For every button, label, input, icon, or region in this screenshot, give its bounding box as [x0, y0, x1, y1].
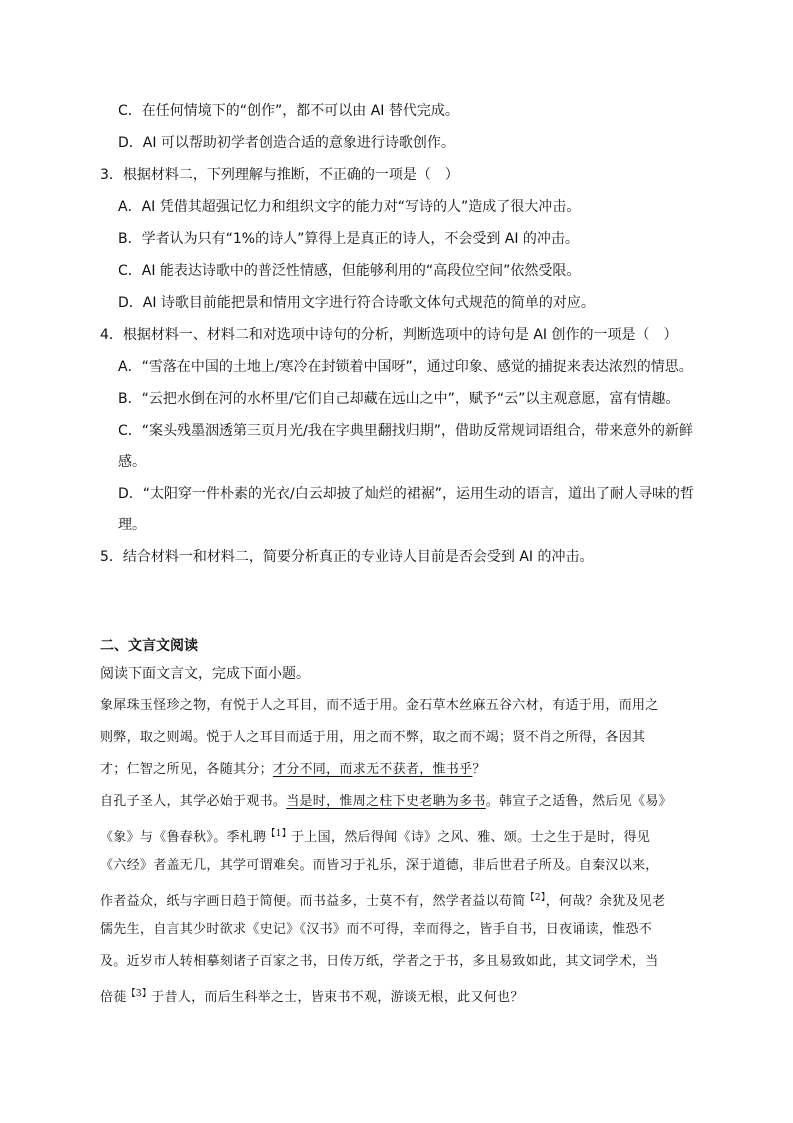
footnote-marker: 【1】 — [266, 829, 292, 839]
q3-option-d: D．AI 诗歌目前能把景和情用文字进行符合诗歌文体句式规范的简单的对应。 — [118, 295, 595, 311]
q4-option-c-line2: 感。 — [118, 454, 146, 470]
q3-option-b: B．学者认为只有“1%的诗人”算得上是真正的诗人，不会受到 AI 的冲击。 — [118, 231, 579, 247]
q4-option-c-line1: C．“案头残墨洇透第三页月光/我在字典里翻找归期”，借助反常规词语组合，带来意外的新鲜 — [118, 423, 693, 439]
passage-text: ？ — [472, 762, 486, 777]
q4-stem: 4．根据材料一、材料二和对选项中诗句的分析，判断选项中的诗句是 AI 创作的一项是（ ） — [100, 327, 678, 343]
q3-option-c: C．AI 能表达诗歌中的普泛性情感，但能够利用的“高段位空间”依然受限。 — [118, 263, 581, 279]
section-instruction: 阅读下面文言文，完成下面小题。 — [100, 666, 310, 682]
passage-p1-line3 — [100, 760, 486, 780]
passage-p2-line6: 及。近岁市人转相摹刻诸子百家之书，日传万纸，学者之于书，多且易致如此，其文词学术，当 — [100, 954, 659, 969]
underlined-sentence: 当是时，惟周之柱下史老聃为多书 — [286, 794, 486, 809]
q2-option-d: D．AI 可以帮助初学者创造合适的意象进行诗歌创作。 — [118, 135, 455, 151]
passage-text: ，何哉？余犹及见老 — [545, 894, 666, 909]
passage-p2-line7 — [100, 984, 524, 1008]
q4-option-b: B．“云把水倒在河的水杯里/它们自己却藏在远山之中”，赋予“云”以主观意愿，富有情趣。 — [118, 391, 680, 407]
section-heading: 二、文言文阅读 — [100, 638, 198, 654]
passage-text: 作者益众，纸与字画日趋于简便。而书益多，士莫不有，然学者益以苟简 — [100, 894, 526, 909]
passage-p2-line3: 《六经》者盖无几，其学可谓难矣。而皆习于礼乐，深于道德，非后世君子所及。自秦汉以来， — [100, 858, 659, 873]
footnote-marker: 【2】 — [525, 893, 546, 903]
q5-stem: 5．结合材料一和材料二，简要分析真正的专业诗人目前是否会受到 AI 的冲击。 — [100, 549, 594, 565]
passage-text: 才；仁智之所见，各随其分； — [100, 762, 273, 777]
passage-p2-line4 — [100, 888, 665, 912]
passage-p2-line1 — [100, 792, 672, 812]
passage-text: 《象》与《鲁春秋》。季札聘 — [100, 830, 267, 845]
q3-stem: 3．根据材料二，下列理解与推断，不正确的一项是（ ） — [100, 167, 459, 183]
q4-option-d-line1: D．“太阳穿一件朴素的光衣/白云却披了灿烂的裙裾”，运用生动的语言，道出了耐人寻味的哲 — [118, 486, 695, 502]
passage-text: 于昔人，而后生科举之士，皆束书不观，游谈无根，此又何也？ — [151, 990, 524, 1005]
passage-p2-line2 — [100, 824, 650, 848]
q4-option-d-line2: 理。 — [118, 517, 146, 533]
passage-p2-line5: 儒先生，自言其少时欲求《史记》《汉书》而不可得，幸而得之，皆手自书，日夜诵读，惟恐不 — [100, 922, 653, 937]
passage-text: 。韩宣子之适鲁，然后见《易》 — [485, 794, 672, 809]
q3-option-a: A．AI 凭借其超强记忆力和组织文字的能力对“写诗的人”造成了很大冲击。 — [118, 199, 581, 215]
q2-option-c: C．在任何情境下的“创作”，都不可以由 AI 替代完成。 — [118, 103, 459, 119]
q4-option-a: A．“雪落在中国的土地上/寒冷在封锁着中国呀”，通过印象、感觉的捕捉来表达浓烈的情思。 — [118, 359, 693, 375]
passage-text: 自孔子圣人，其学必始于观书。 — [100, 794, 287, 809]
passage-text: 倍蓰 — [100, 990, 127, 1005]
passage-text: 于上国，然后得闻《诗》之风、雅、颂。士之生于是时，得见 — [291, 830, 651, 845]
underlined-sentence: 才分不同，而求无不获者，惟书乎 — [272, 762, 473, 777]
passage-p1-line2: 则弊，取之则竭。悦于人之耳目而适于用，用之而不弊，取之而不竭；贤不肖之所得，各因其 — [100, 730, 646, 745]
footnote-marker: 【3】 — [126, 989, 152, 999]
passage-p1-line1: 象犀珠玉怪珍之物，有悦于人之耳目，而不适于用。金石草木丝麻五谷六材，有适于用，而用之 — [100, 698, 659, 713]
